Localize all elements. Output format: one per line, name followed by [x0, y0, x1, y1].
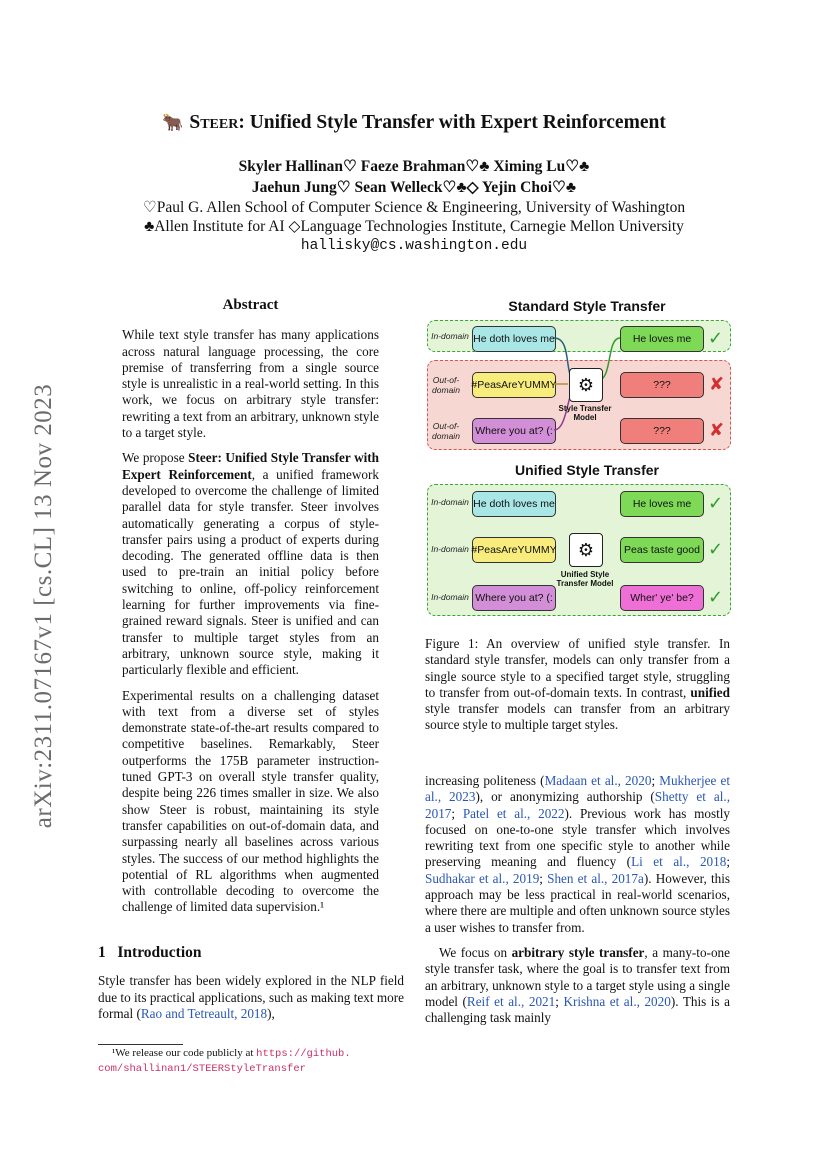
- check-icon: ✓: [708, 539, 724, 560]
- output-text-box: He loves me: [620, 491, 704, 517]
- unified-model-label: Unified Style Transfer Model: [556, 570, 614, 588]
- citation-link[interactable]: Li et al., 2018: [631, 854, 727, 870]
- authors-line-1: Skyler Hallinan♡ Faeze Brahman♡♣ Ximing Lu♡♣: [238, 158, 590, 175]
- standard-style-transfer-title: Standard Style Transfer: [508, 298, 666, 314]
- brain-model-icon: ⚙: [569, 533, 603, 567]
- footnote: ¹We release our code publicly at https://github. com/shallinan1/STEERStyleTransfer: [98, 1047, 351, 1075]
- source-text-box: He doth loves me: [472, 326, 556, 352]
- unified-style-transfer-title: Unified Style Transfer: [515, 462, 659, 478]
- ox-logo-icon: 🐂: [162, 113, 184, 132]
- arxiv-id: arXiv:2311.07167v1 [cs.CL] 13 Nov 2023: [30, 383, 57, 829]
- label-out-of-domain: Out-of-domain: [432, 421, 460, 441]
- output-text-box: Peas taste good: [620, 537, 704, 563]
- label-in-domain: In-domain: [431, 497, 469, 507]
- code-url-link-cont[interactable]: com/shallinan1/STEERStyleTransfer: [98, 1062, 306, 1075]
- abstract-paragraph-2: We propose Steer: Unified Style Transfer with Expert Reinforcement, a unified framework developed to overcome the challenge of limited parallel data for style transfer. Steer involves automatically generating a corpus of style-transfer pairs using a product of experts during decoding. The generated offline data is then used to pre-train an initial policy before switching to online, off-policy reinforcement learning for further improvements via fine-grained reward signals. Steer is unified and can transfer to multiple target styles from an arbitrary, unknown source style, making it particularly flexible and efficient.: [122, 450, 380, 678]
- source-text-box: #PeasAreYUMMY: [472, 537, 556, 563]
- introduction-heading: 1 Introduction: [98, 944, 202, 961]
- output-text-box: ???: [620, 418, 704, 444]
- author-email: hallisky@cs.washington.edu: [300, 238, 528, 254]
- citation-link[interactable]: Madaan et al., 2020: [544, 773, 652, 788]
- right-column-text: [425, 773, 730, 1035]
- citation-link[interactable]: Shen et al., 2017a: [547, 870, 644, 886]
- std-model-label: Style Transfer Model: [558, 404, 612, 422]
- right-paragraph-2: We focus on arbitrary style transfer, a many-to-one style transfer task, where the goal is to transfer text from an arbitrary, unknown style to a target style using a single model (Reif et al., 2021; Krishna et al., 2020). This is a challenging task mainly: [425, 944, 730, 1026]
- abstract-heading: Abstract: [222, 297, 279, 313]
- check-icon: ✓: [708, 587, 724, 608]
- figure-1-caption: Figure 1: An overview of unified style transfer. In standard style transfer, models can only transfer from a single source style to a specified target style, struggling to transfer from out-of-domain texts. In contrast, unified style transfer models can transfer from an arbitrary source style to multiple target styles.: [425, 636, 730, 733]
- brain-model-icon: ⚙: [569, 368, 603, 402]
- output-text-box: ???: [620, 372, 704, 398]
- right-paragraph-1: increasing politeness (Madaan et al., 2020; Mukherjee et al., 2023), or anonymizing authorship (Shetty et al., 2017; Patel et al., 2022). Previous work has mostly focused on one-to-one style transfer which involves rewriting text from one specific style to another while preserving meaning and fluency (Li et al., 2018; Sudhakar et al., 2019; Shen et al., 2017a). However, this approach may be less practical in real-world scenarios, where there are multiple and often unknown source styles a user wishes to transfer from.: [425, 773, 731, 935]
- label-in-domain: In-domain: [431, 331, 469, 341]
- source-text-box: #PeasAreYUMMY: [472, 372, 556, 398]
- source-text-box: Where you at? (:: [472, 418, 556, 444]
- check-icon: ✓: [708, 328, 724, 349]
- title-name: Steer: [189, 112, 239, 133]
- code-url-link[interactable]: https://github.: [256, 1048, 351, 1060]
- citation-link[interactable]: Rao and Tetreault, 2018: [140, 1005, 268, 1021]
- arxiv-sidebar-stamp: [24, 356, 64, 856]
- citation-link[interactable]: Reif et al., 2021: [466, 993, 556, 1009]
- introduction-section: [98, 945, 404, 1031]
- paper-title: [0, 112, 828, 134]
- source-text-box: Where you at? (:: [472, 585, 556, 611]
- abstract-section: [122, 297, 379, 925]
- abstract-paragraph-1: While text style transfer has many applications across natural language processing, the core premise of transferring from a single source style is unrealistic in a real-world setting. In this work, we focus on arbitrary style transfer: rewriting a text from an arbitrary, unknown style to a target style.: [122, 327, 379, 441]
- affiliation-1: ♡Paul G. Allen School of Computer Science & Engineering, University of Washington: [142, 199, 686, 216]
- source-text-box: He doth loves me: [472, 491, 556, 517]
- check-icon: ✓: [708, 493, 724, 514]
- intro-paragraph-1: Style transfer has been widely explored in the NLP field due to its practical applications, such as making text more formal (Rao and Tetreault, 2018),: [98, 973, 404, 1021]
- output-text-box: Wher' ye' be?: [620, 585, 704, 611]
- label-in-domain: In-domain: [431, 544, 469, 554]
- cross-icon: ✘: [709, 420, 725, 441]
- citation-link[interactable]: Mukherjee et al., 2023: [425, 773, 730, 805]
- affiliation-2: ♣Allen Institute for AI ◇Language Technologies Institute, Carnegie Mellon University: [144, 218, 684, 235]
- label-in-domain: In-domain: [431, 592, 469, 602]
- output-text-box: He loves me: [620, 326, 704, 352]
- authors-line-2: Jaehun Jung♡ Sean Welleck♡♣◇ Yejin Choi♡♣: [251, 179, 577, 196]
- abstract-paragraph-3: Experimental results on a challenging dataset with text from a diverse set of styles demonstrate state-of-the-art results compared to competitive baselines. Remarkably, Steer outperforms the 175B parameter instruction-tuned GPT-3 on overall style transfer quality, despite being 226 times smaller in size. We also show Steer is robust, maintaining its style transfer capabilities on out-of-domain data, and surpassing nearly all baselines across various styles. The success of our method highlights the potential of RL algorithms when augmented with controllable decoding to overcome the challenge of limited data supervision.¹: [122, 687, 379, 915]
- title-rest: : Unified Style Transfer with Expert Reinforcement: [238, 112, 666, 133]
- citation-link[interactable]: Sudhakar et al., 2019: [425, 870, 540, 886]
- label-out-of-domain: Out-of-domain: [432, 375, 460, 395]
- citation-link[interactable]: Shetty et al., 2017: [425, 789, 730, 821]
- citation-link[interactable]: Patel et al., 2022: [462, 805, 565, 821]
- footnote-rule: [98, 1044, 183, 1045]
- citation-link[interactable]: Krishna et al., 2020: [563, 993, 671, 1009]
- cross-icon: ✘: [709, 374, 725, 395]
